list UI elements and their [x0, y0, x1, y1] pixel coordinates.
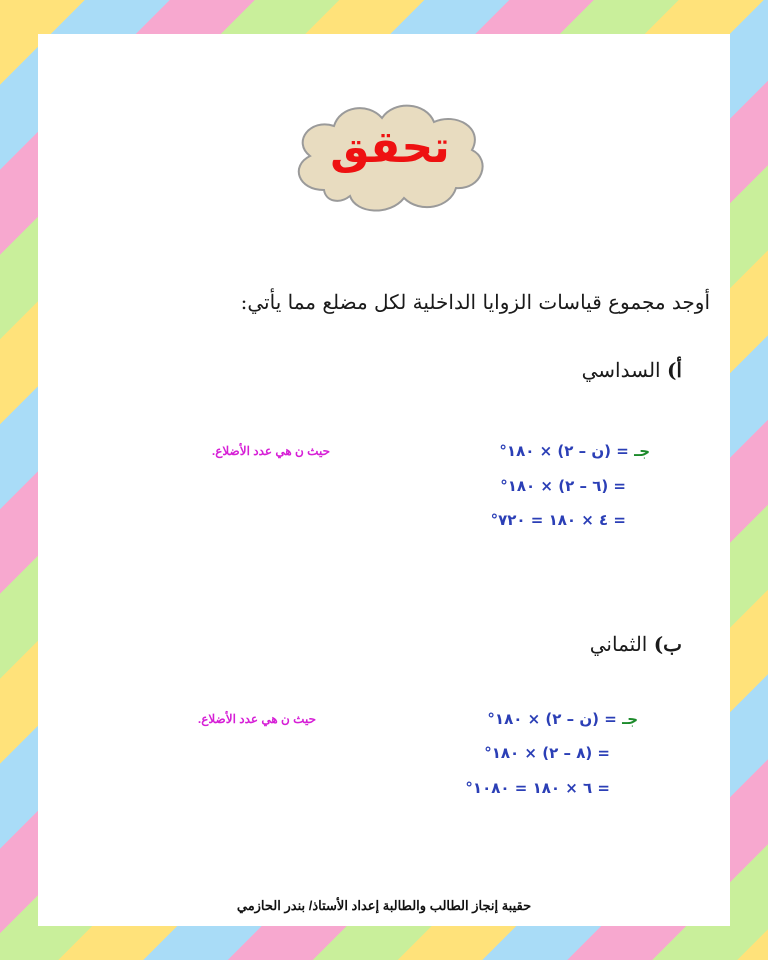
part-b-equation-line-1	[487, 710, 638, 728]
part-b-mark: ب)	[653, 632, 682, 656]
part-a-mark: أ)	[666, 358, 682, 382]
part-a-angle-sum-symbol: جـ	[634, 442, 650, 460]
title-cloud	[284, 92, 496, 222]
part-a-name: السداسي	[581, 358, 661, 382]
part-b-angle-sum-symbol: جـ	[622, 710, 638, 728]
part-b-label	[590, 632, 682, 656]
part-a-equation-line-3: = ٤ × ١٨٠ = ٧٢٠°	[490, 511, 626, 529]
part-a-equation-line-1	[499, 442, 650, 460]
footer-credit: حقيبة إنجاز الطالب والطالبة إعداد الأستاذ/ بندر الحازمي	[236, 898, 532, 913]
part-a-note: حيث ن هي عدد الأضلاع.	[211, 444, 330, 458]
part-a-label	[582, 358, 682, 382]
part-a-formula: = (ن – ٢) × ١٨٠°	[499, 442, 629, 460]
part-b-formula: = (ن – ٢) × ١٨٠°	[487, 710, 617, 728]
part-a-equation-line-2: = (٦ – ٢) × ١٨٠°	[500, 477, 626, 495]
worksheet-page	[38, 34, 730, 926]
part-b-name: الثماني	[589, 632, 648, 656]
part-b-equation-line-2: = (٨ – ٢) × ١٨٠°	[484, 744, 610, 762]
question-text: أوجد مجموع قياسات الزوايا الداخلية لكل مضلع مما يأتي:	[240, 290, 710, 314]
page-title: تحقق	[330, 122, 450, 173]
part-b-equation-line-3: = ٦ × ١٨٠ = ١٠٨٠°	[465, 779, 610, 797]
part-b-note: حيث ن هي عدد الأضلاع.	[197, 712, 316, 726]
